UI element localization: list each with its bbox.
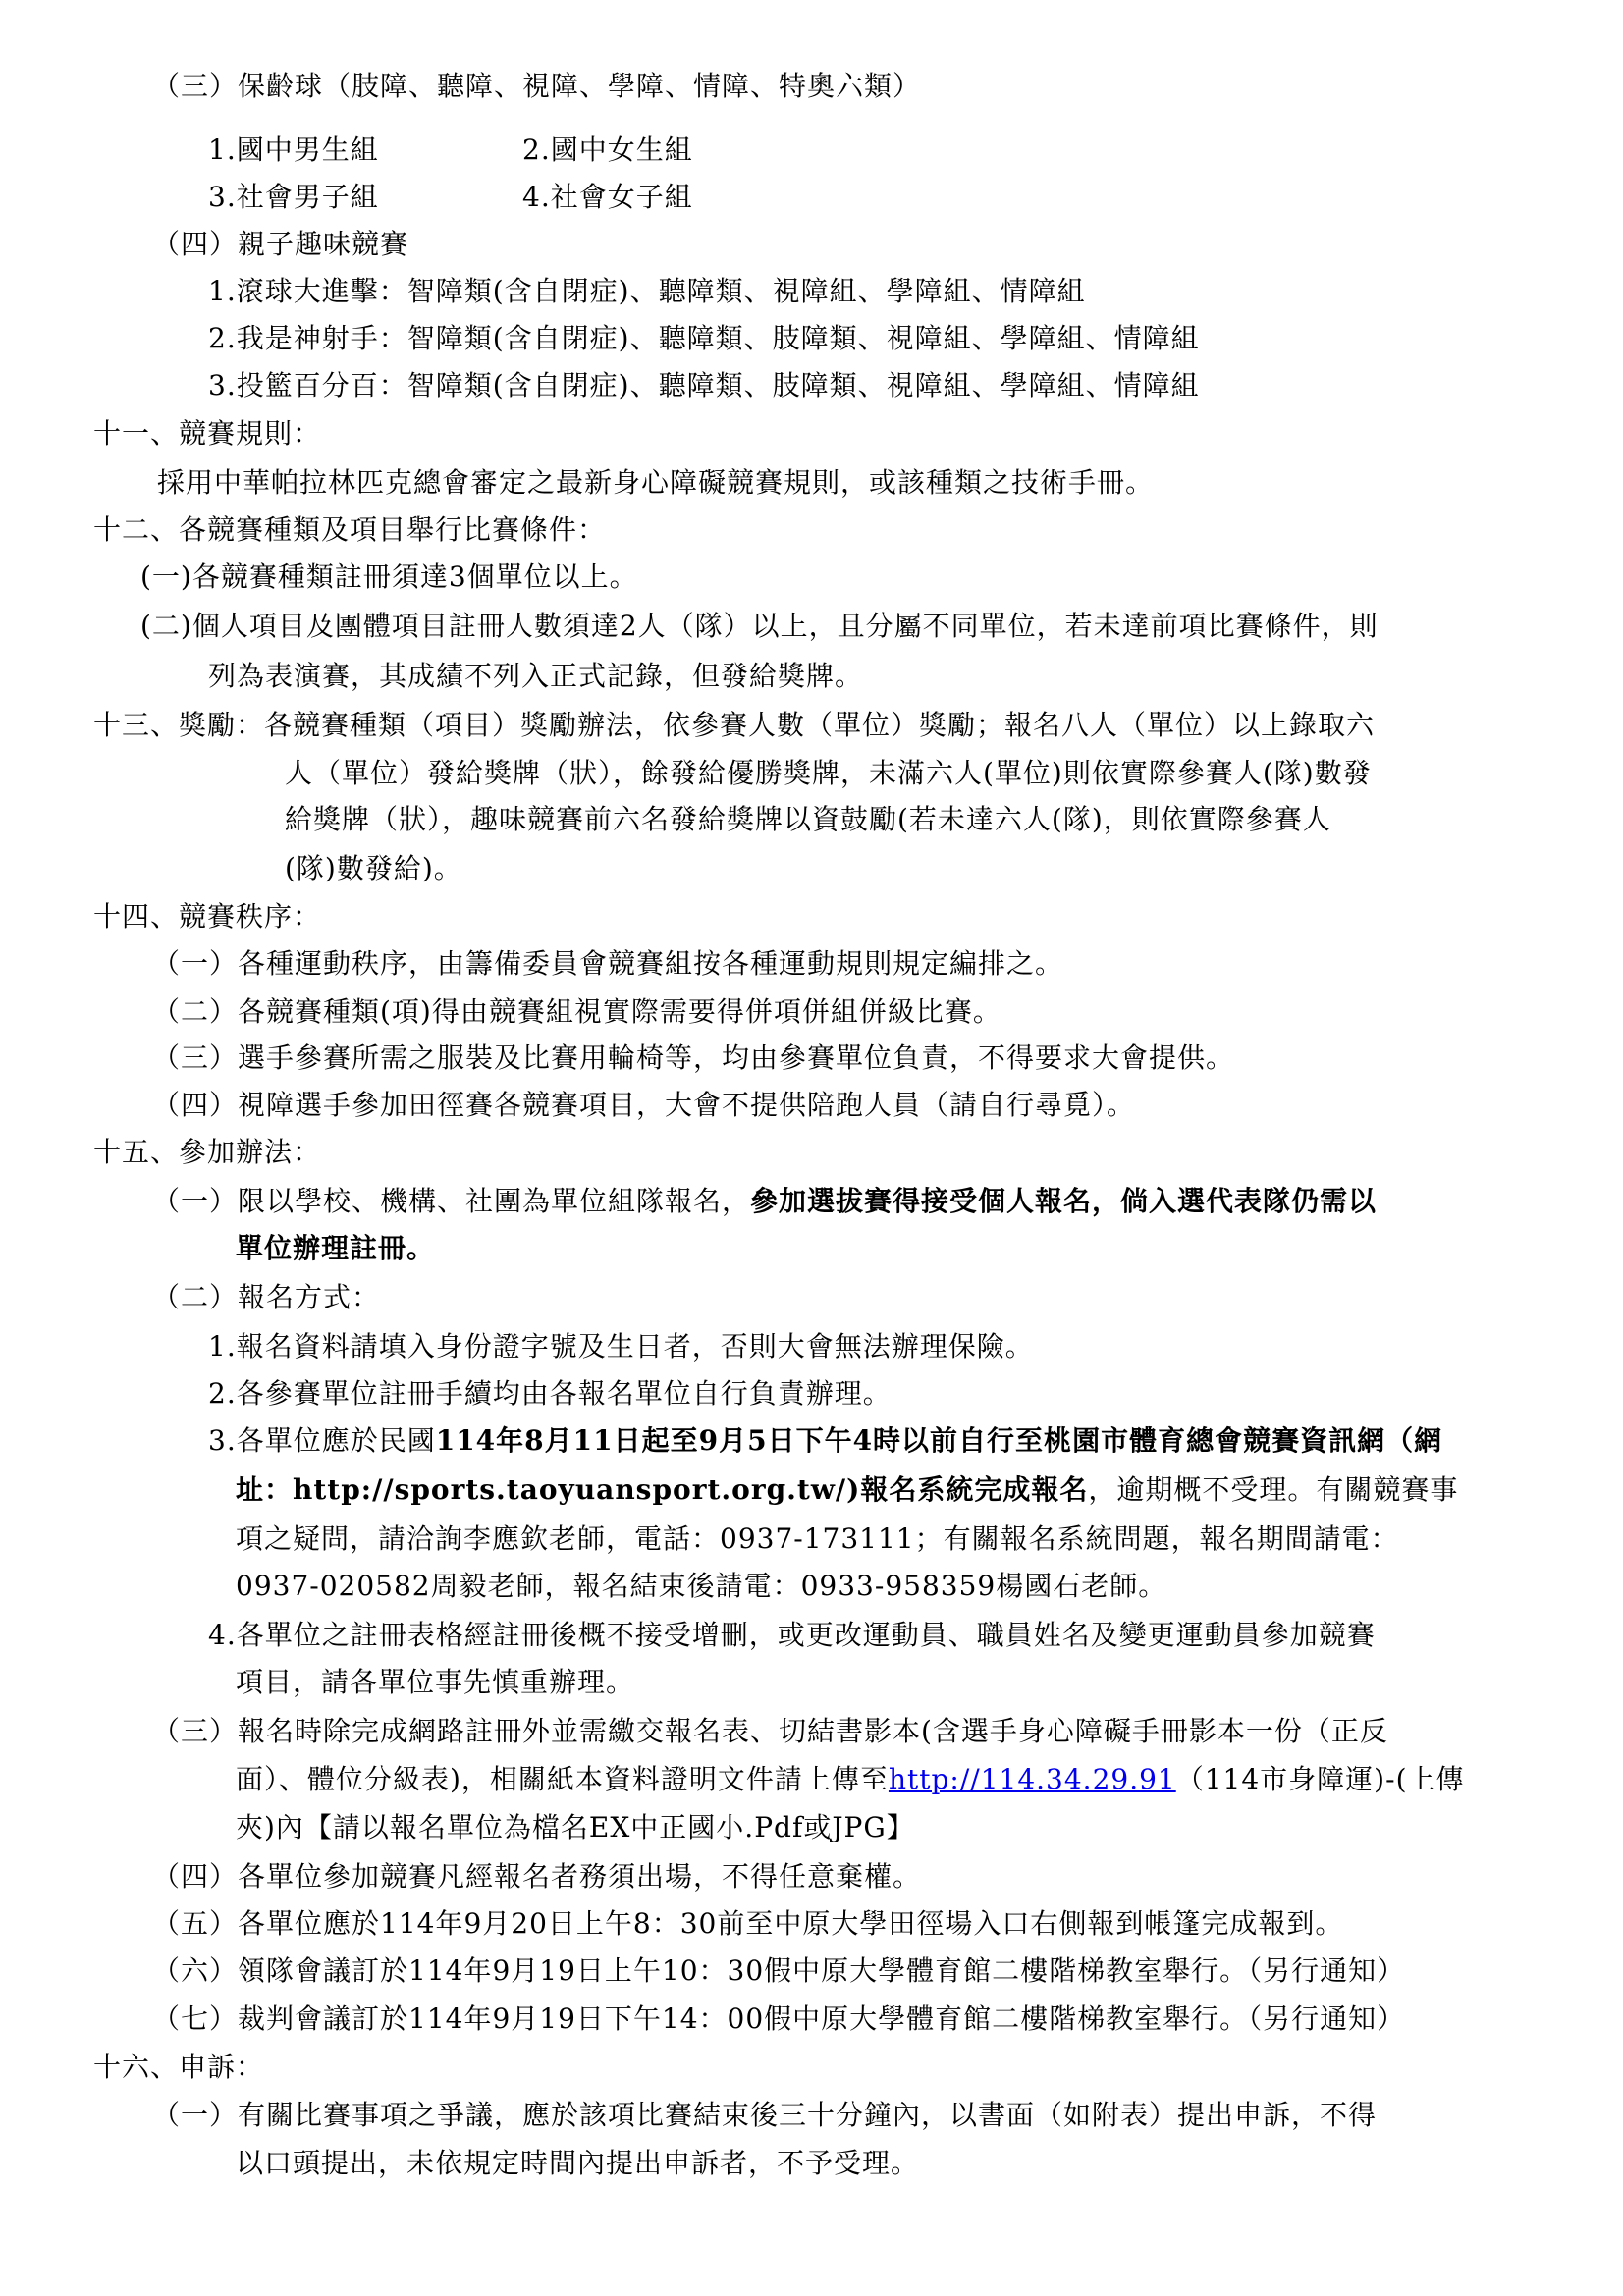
section-14-item-2: （二）各競賽種類(項)得由競賽組視實際需要得併項併組併級比賽。 (152, 995, 1001, 1028)
unit-registration-note: 單位辦理註冊。 (236, 1232, 436, 1264)
section-15-item-6: （六）領隊會議訂於114年9月19日上午10：30假中原大學體育館二樓階梯教室舉行。（另行通知） (152, 1954, 1406, 1987)
section-14-heading: 十四、競賽秩序： (93, 900, 322, 933)
family-fun-item-2: 2.我是神射手：智障類(含自閉症)、聽障類、肢障類、視障組、學障組、情障組 (208, 322, 1200, 354)
section-15-item-3-cont-2: 夾)內【請以報名單位為檔名EX中正國小.Pdf或JPG】 (236, 1811, 915, 1843)
registration-method-1: 1.報名資料請填入身份證字號及生日者，否則大會無法辦理保險。 (208, 1330, 1034, 1362)
section-15-item-5: （五）各單位應於114年9月20日上午8：30前至中原大學田徑場入口右側報到帳篷完成報到。 (152, 1907, 1344, 1940)
section-16-item-1-cont: 以口頭提出，未依規定時間內提出申訴者，不予受理。 (236, 2147, 920, 2179)
registration-method-2: 2.各參賽單位註冊手續均由各報名單位自行負責辦理。 (208, 1377, 892, 1410)
section-16-heading: 十六、申訴： (93, 2051, 265, 2083)
registration-method-3-cont-1 (236, 1467, 1458, 1514)
registration-method-3 (208, 1417, 1442, 1465)
upload-link[interactable]: http://114.34.29.91 (888, 1763, 1176, 1795)
late-registration-note: ，逾期概不受理。有關競賽事 (1088, 1473, 1459, 1506)
section-11-text: 採用中華帕拉林匹克總會審定之最新身心障礙競賽規則，或該種類之技術手冊。 (157, 466, 1155, 499)
bowling-group-4: 4.社會女子組 (522, 181, 693, 213)
bowling-heading: （三）保齡球（肢障、聽障、視障、學障、情障、特奧六類） (152, 70, 922, 102)
registration-method-4-cont: 項目，請各單位事先慎重辦理。 (236, 1666, 635, 1698)
bowling-group-2: 2.國中女生組 (522, 133, 693, 166)
registration-method-4: 4.各單位之註冊表格經註冊後概不接受增刪，或更改運動員、職員姓名及變更運動員參加競賽 (208, 1619, 1376, 1651)
section-14-item-3: （三）選手參賽所需之服裝及比賽用輪椅等，均由參賽單位負責，不得要求大會提供。 (152, 1041, 1235, 1074)
section-12-heading: 十二、各競賽種類及項目舉行比賽條件： (93, 513, 607, 546)
section-15-item-3: （三）報名時除完成網路註冊外並需繳交報名表、切結書影本(含選手身心障礙手冊影本一份（正反 (152, 1715, 1388, 1747)
section-12-item-2-cont: 列為表演賽，其成績不列入正式記錄，但發給獎牌。 (208, 660, 864, 692)
section-13-cont-1: 人（單位）發給獎牌（狀），餘發給優勝獎牌，未滿六人(單位)則依實際參賽人(隊)數發 (285, 757, 1372, 789)
bowling-group-3: 3.社會男子組 (208, 181, 379, 213)
section-15-item-3-cont-1 (236, 1756, 1465, 1803)
section-15-item-4: （四）各單位參加競賽凡經報名者務須出場，不得任意棄權。 (152, 1860, 922, 1893)
section-16-item-1: （一）有關比賽事項之爭議，應於該項比賽結束後三十分鐘內，以書面（如附表）提出申訴，不得 (152, 2099, 1378, 2131)
family-fun-item-3: 3.投籃百分百：智障類(含自閉症)、聽障類、肢障類、視障組、學障組、情障組 (208, 369, 1200, 401)
bowling-group-1: 1.國中男生組 (208, 133, 379, 166)
registration-intro: （一）限以學校、機構、社團為單位組隊報名， (152, 1185, 751, 1217)
section-15-item-1 (152, 1178, 1377, 1225)
registration-deadline: 114年8月11日起至9月5日下午4時以前自行至桃園市體育總會競賽資訊網（網 (435, 1424, 1443, 1457)
registration-method-heading: （二）報名方式： (152, 1281, 381, 1313)
section-11-heading: 十一、競賽規則： (93, 417, 322, 450)
individual-registration-note: 參加選拔賽得接受個人報名，倘入選代表隊仍需以 (750, 1185, 1378, 1217)
section-13-text: 十三、獎勵：各競賽種類（項目）獎勵辦法，依參賽人數（單位）獎勵；報名八人（單位）以上錄取六 (93, 709, 1376, 741)
registration-method-3-cont-2: 項之疑問，請洽詢李應欽老師，電話：0937-173111；有關報名系統問題，報名期間請電： (236, 1522, 1399, 1555)
section-14-item-1: （一）各種運動秩序，由籌備委員會競賽組按各種運動規則規定編排之。 (152, 947, 1064, 980)
section-12-item-2: (二)個人項目及團體項目註冊人數須達2人（隊）以上，且分屬不同單位，若未達前項比賽條件，則 (140, 610, 1379, 642)
upload-folder: （114市身障運)-(上傳 (1175, 1763, 1465, 1795)
family-fun-item-1: 1.滾球大進擊：智障類(含自閉症)、聽障類、視障組、學障組、情障組 (208, 275, 1086, 307)
section-15-item-7: （七）裁判會議訂於114年9月19日下午14：00假中原大學體育館二樓階梯教室舉行。（另行通知） (152, 2002, 1406, 2035)
section-15-heading: 十五、參加辦法： (93, 1136, 322, 1168)
registration-method-3-cont-3: 0937-020582周毅老師，報名結束後請電：0933-958359楊國石老師。 (236, 1570, 1167, 1602)
section-13-cont-2: 給獎牌（狀），趣味競賽前六名發給獎牌以資鼓勵(若未達六人(隊)，則依實際參賽人 (285, 803, 1331, 835)
family-fun-heading: （四）親子趣味競賽 (152, 228, 409, 260)
upload-intro: 面）、體位分級表)，相關紙本資料證明文件請上傳至 (236, 1763, 889, 1795)
section-14-item-4: （四）視障選手參加田徑賽各競賽項目，大會不提供陪跑人員（請自行尋覓）。 (152, 1089, 1136, 1121)
section-13-cont-3: (隊)數發給)。 (285, 852, 462, 884)
deadline-intro: 3.各單位應於民國 (208, 1424, 436, 1457)
section-12-item-1: (一)各競賽種類註冊須達3個單位以上。 (140, 561, 638, 593)
registration-website[interactable]: 址：http://sports.taoyuansport.org.tw/)報名系統完成報名 (236, 1473, 1089, 1506)
